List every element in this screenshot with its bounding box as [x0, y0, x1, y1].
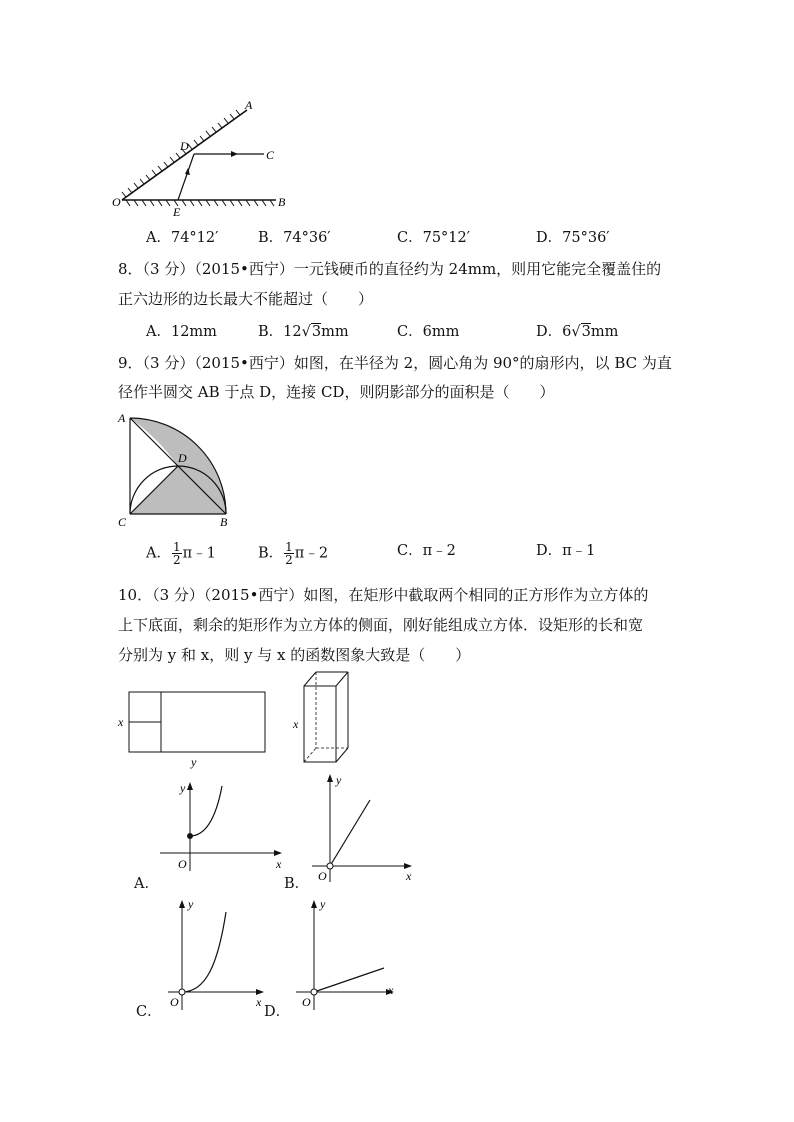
q8-option-d[interactable]: D．6√3mm	[536, 324, 619, 340]
q10-b-label-y: y	[336, 773, 342, 787]
q10-c-label-o: O	[170, 995, 179, 1009]
q10-option-b[interactable]: B．	[284, 876, 310, 892]
q9-option-b[interactable]: B． $\frac{1}{2}$ π﹣2	[258, 540, 329, 567]
q9-option-a-fraction: $\frac{1}{2}$	[172, 540, 181, 567]
q9-stem-line-1: 9．（3 分）（2015•西宁）如图，在半径为 2，圆心角为 90°的扇形内，以 BC 为直	[118, 354, 672, 372]
q10-graph-c	[160, 894, 272, 1014]
q10-graph-b	[304, 770, 416, 886]
q10-d-label-y: y	[320, 897, 326, 911]
q8-option-c[interactable]: C．6mm	[397, 324, 460, 340]
q10-stem-line-2: 上下底面，剩余的矩形作为立方体的侧面，刚好能组成立方体．设矩形的长和宽	[118, 616, 644, 634]
q10-stem-line-1: 10．（3 分）（2015•西宁）如图，在矩形中截取两个相同的正方形作为立方体的	[118, 586, 649, 604]
q7-option-b[interactable]: B．74°36′	[258, 230, 331, 246]
q9-label-a: A	[118, 411, 126, 425]
q9-label-c: C	[118, 515, 127, 529]
q10-b-label-o: O	[318, 869, 327, 883]
q8-option-b[interactable]: B．12√3mm	[258, 324, 349, 340]
q10-option-d[interactable]: D．	[264, 1004, 291, 1020]
q9-stem-line-2: 径作半圆交 AB 于点 D，连接 CD，则阴影部分的面积是（ ）	[118, 383, 555, 401]
q7-label-o: O	[112, 195, 121, 209]
q7-label-b: B	[278, 195, 286, 209]
q10-a-label-o: O	[178, 857, 187, 871]
q10-rect-label-y: y	[191, 755, 197, 769]
q10-cuboid-label-x: x	[293, 717, 299, 731]
q10-a-label-x: x	[276, 857, 282, 871]
q9-option-b-fraction: $\frac{1}{2}$	[285, 540, 293, 567]
q8-stem-line-1: 8．（3 分）（2015•西宁）一元钱硬币的直径约为 24mm，则用它能完全覆盖住的	[118, 260, 662, 278]
q8-stem-line-2: 正六边形的边长最大不能超过（ ）	[118, 290, 374, 308]
q7-option-d[interactable]: D．75°36′	[536, 230, 610, 246]
q10-a-label-y: y	[180, 781, 186, 795]
q7-label-d: D	[180, 139, 189, 153]
q7-figure	[112, 96, 292, 220]
q10-option-a[interactable]: A．	[134, 876, 159, 892]
q10-c-label-x: x	[256, 995, 262, 1009]
q9-label-d: D	[178, 451, 187, 465]
q7-label-e: E	[173, 205, 181, 219]
q9-figure	[116, 410, 236, 534]
q10-rect-label-x: x	[118, 715, 124, 729]
q7-label-c: C	[266, 148, 275, 162]
q10-graph-d	[290, 894, 402, 1014]
q10-cuboid-figure	[290, 666, 360, 770]
q10-d-label-o: O	[302, 995, 311, 1009]
q10-c-label-y: y	[188, 897, 194, 911]
q9-option-d[interactable]: D．π﹣1	[536, 543, 596, 559]
q9-label-b: B	[220, 515, 228, 529]
q10-option-c[interactable]: C．	[136, 1004, 162, 1020]
q10-rectangle-figure	[115, 688, 275, 770]
q8-option-a[interactable]: A．12mm	[146, 324, 217, 340]
q10-d-label-x: x	[388, 983, 394, 997]
q7-option-a[interactable]: A．74°12′	[146, 230, 219, 246]
q7-option-c[interactable]: C．75°12′	[397, 230, 471, 246]
q10-b-label-x: x	[406, 869, 412, 883]
q10-stem-line-3: 分别为 y 和 x，则 y 与 x 的函数图象大致是（ ）	[118, 646, 471, 664]
q9-option-a[interactable]: A． $\frac{1}{2}$ π﹣1	[146, 540, 216, 567]
q10-graph-a	[158, 778, 288, 874]
q7-label-a: A	[245, 98, 253, 112]
q9-option-c[interactable]: C．π﹣2	[397, 543, 456, 559]
